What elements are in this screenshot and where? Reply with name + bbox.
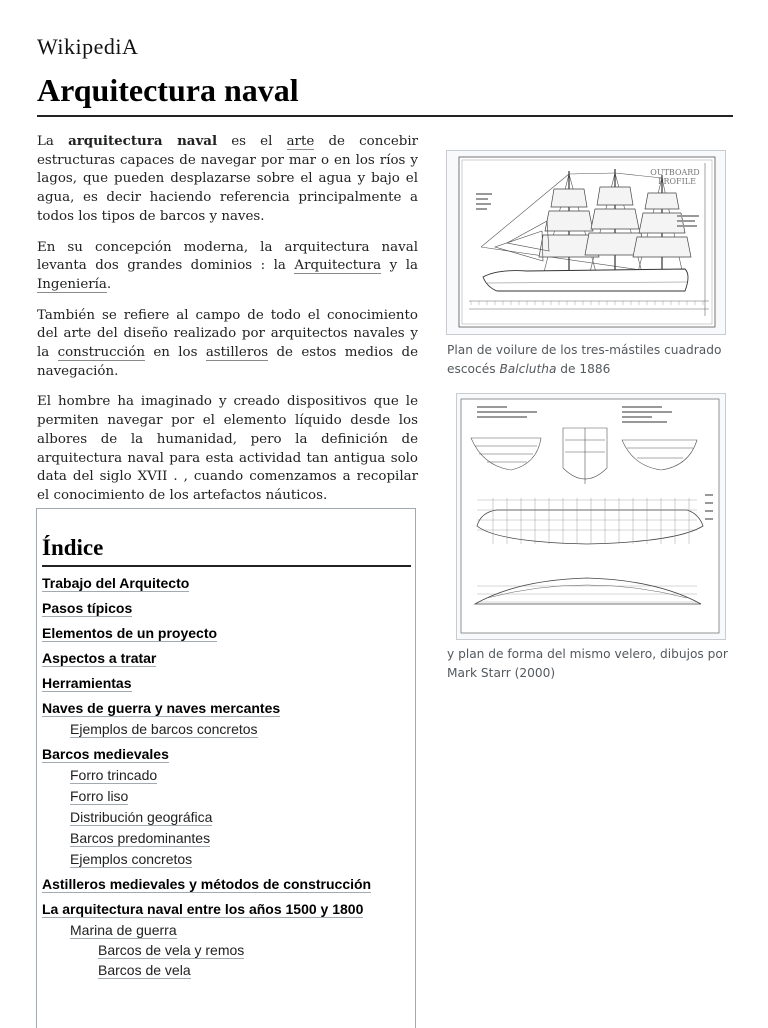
figure-sail-plan[interactable] [446, 150, 726, 335]
toc-link[interactable]: Barcos de vela y remos [98, 942, 245, 958]
toc-item[interactable] [42, 744, 410, 764]
paragraph-dominios: En su concepción moderna, la arquitectura naval levanta dos grandes dominios : la Arquitectura y la Ingeniería. [37, 239, 418, 292]
figure-lines-plan[interactable] [456, 393, 726, 640]
toc-link[interactable]: Astilleros medievales y métodos de construcción [42, 876, 372, 892]
toc-item[interactable] [42, 698, 410, 718]
toc-item[interactable] [42, 899, 410, 919]
toc-item[interactable] [42, 807, 410, 827]
toc-item[interactable] [42, 920, 410, 940]
paragraph-campo: También se refiere al campo de todo el conocimiento del arte del diseño realizado por arquitectos navales y la construcción en los astilleros de estos medios de navegación. [37, 307, 418, 379]
toc-link[interactable]: Ejemplos concretos [70, 851, 193, 867]
toc-item[interactable] [42, 648, 410, 668]
toc-item[interactable] [42, 598, 410, 618]
toc-item[interactable] [42, 786, 410, 806]
toc-item[interactable] [42, 874, 410, 894]
drawing-title-line-1: OUTBOARD [650, 168, 700, 177]
toc-link[interactable]: Distribución geográfica [70, 809, 213, 825]
toc-link[interactable]: Barcos predominantes [70, 830, 211, 846]
toc-link[interactable]: Barcos de vela [98, 962, 191, 978]
toc-item[interactable] [42, 573, 410, 593]
toc-link[interactable]: Ejemplos de barcos concretos [70, 721, 258, 737]
bold-term: arquitectura naval [68, 133, 218, 149]
toc-link[interactable]: Forro trincado [70, 767, 158, 783]
toc-item[interactable] [42, 849, 410, 869]
title-divider [37, 115, 733, 117]
toc-item[interactable] [42, 719, 410, 739]
page-title: Arquitectura naval [37, 72, 299, 108]
toc-link[interactable]: Forro liso [70, 788, 129, 804]
caption-sail-plan: Plan de voilure de los tres-mástiles cuadrado escocés Balclutha de 1886 [447, 343, 722, 376]
toc-item[interactable] [42, 960, 410, 980]
toc-link[interactable]: Trabajo del Arquitecto [42, 575, 190, 591]
paragraph-historia: El hombre ha imaginado y creado dispositivos que le permiten navegar por el elemento líquido desde los albores de la humanidad, pero la definición de arquitectura naval para esta actividad tan antigua solo data del siglo XVII . , cuando comenzamos a recopilar el conocimiento de los artefactos náuticos. [37, 394, 418, 503]
toc-list [42, 573, 410, 980]
toc-link[interactable]: Herramientas [42, 675, 132, 691]
link-arquitectura[interactable]: Arquitectura [294, 258, 382, 274]
toc-item[interactable] [42, 673, 410, 693]
toc-item[interactable] [42, 940, 410, 960]
toc-link[interactable]: Marina de guerra [70, 922, 177, 938]
sail-plan-drawing [447, 151, 725, 334]
toc-link[interactable]: La arquitectura naval entre los años 1500 y 1800 [42, 901, 364, 917]
toc-link[interactable]: Aspectos a tratar [42, 650, 157, 666]
toc-item[interactable] [42, 828, 410, 848]
link-ingenieria[interactable]: Ingeniería [37, 276, 107, 292]
drawing-title-line-2: PROFILE [658, 177, 696, 186]
wikipedia-wordmark[interactable]: WikipediA [37, 34, 139, 59]
link-construccion[interactable]: construcción [57, 345, 146, 361]
caption-ship-name: Balclutha [499, 362, 557, 376]
paragraph-intro: La arquitectura naval es el arte de concebir estructuras capaces de navegar por mar o en los ríos y lagos, que pueden desplazarse sobre el agua y bajo el agua, es decir haciendo referencia principalmente a todos los tipos de barcos y naves. [37, 133, 418, 224]
caption-lines-plan: y plan de forma del mismo velero, dibujos por Mark Starr (2000) [447, 647, 728, 680]
toc-title: Índice [42, 535, 411, 567]
table-of-contents [36, 508, 416, 1028]
link-astilleros[interactable]: astilleros [205, 345, 269, 361]
article-body [37, 132, 418, 518]
toc-link[interactable]: Pasos típicos [42, 600, 133, 616]
lines-plan-drawing [457, 394, 725, 639]
toc-link[interactable]: Barcos medievales [42, 746, 169, 762]
link-arte[interactable]: arte [286, 134, 315, 149]
toc-item[interactable] [42, 623, 410, 643]
toc-link[interactable]: Elementos de un proyecto [42, 625, 218, 641]
toc-link[interactable]: Naves de guerra y naves mercantes [42, 700, 281, 716]
toc-item[interactable] [42, 765, 410, 785]
